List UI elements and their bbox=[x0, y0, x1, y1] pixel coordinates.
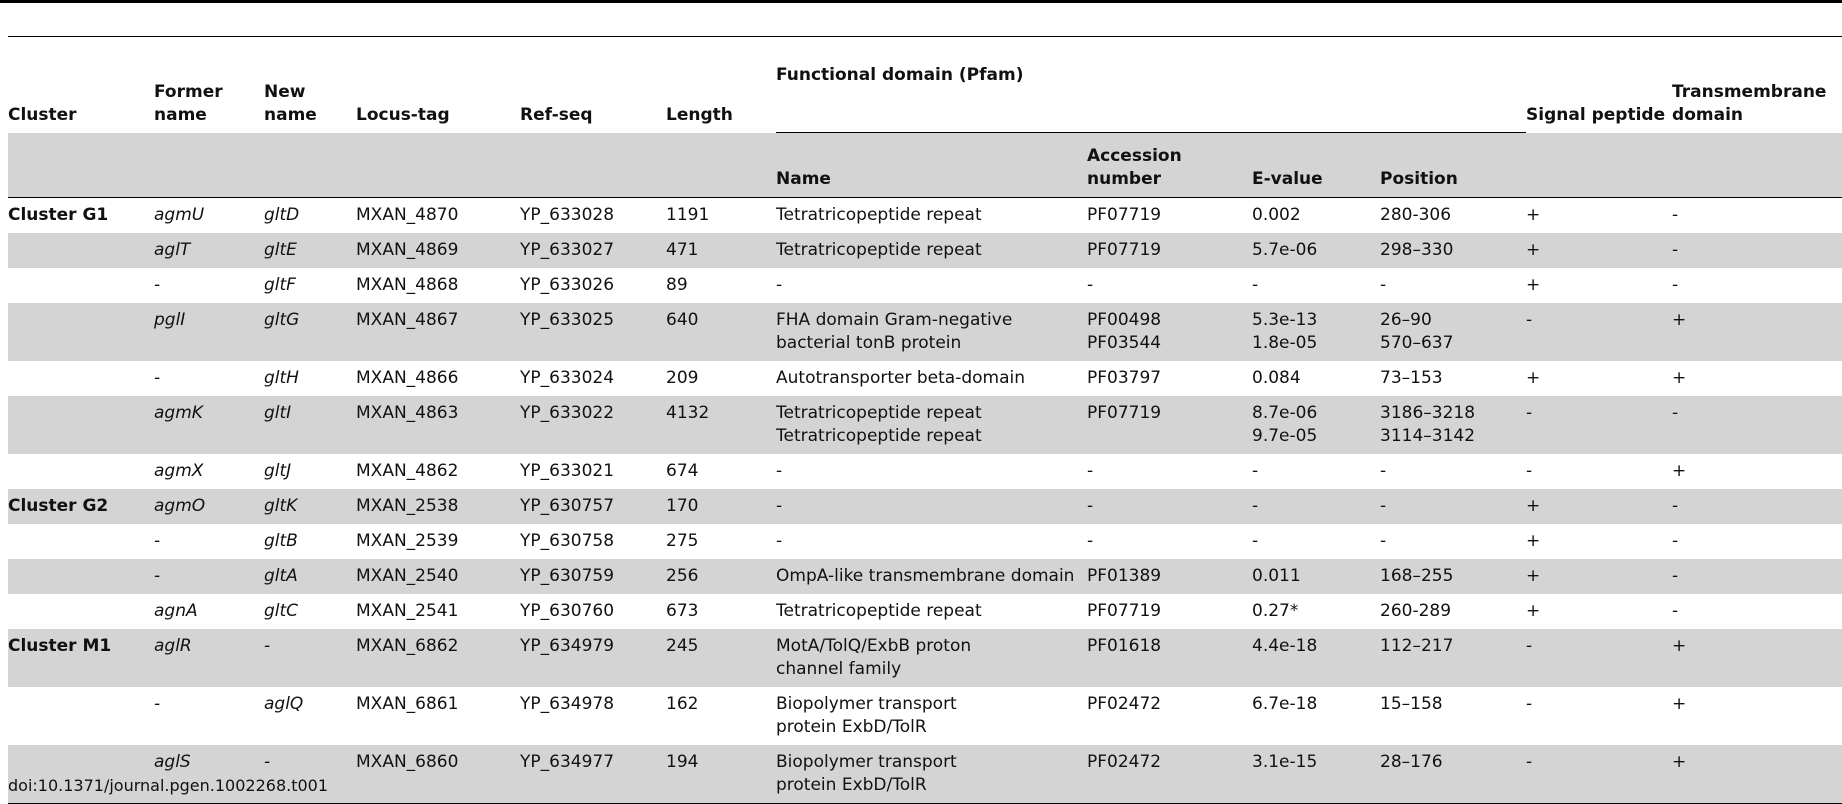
domain-name-cell bbox=[776, 745, 1087, 804]
position-cell-line: 26–90 bbox=[1380, 310, 1432, 330]
length-cell: 4132 bbox=[666, 396, 776, 454]
accession-cell bbox=[1087, 396, 1252, 454]
position-cell-line: - bbox=[1380, 496, 1387, 516]
locus-tag-cell: MXAN_4863 bbox=[356, 396, 520, 454]
domain-name-cell bbox=[776, 233, 1087, 268]
gene-table bbox=[8, 38, 1842, 804]
ref-seq-cell: YP_630760 bbox=[520, 601, 615, 621]
table-row bbox=[8, 268, 1842, 303]
e-value-cell-line: 4.4e-18 bbox=[1252, 636, 1318, 656]
e-value-cell-line: - bbox=[1252, 461, 1259, 481]
ref-seq-cell: YP_633026 bbox=[520, 275, 615, 295]
position-cell-line: 28–176 bbox=[1380, 752, 1443, 772]
table-row bbox=[8, 361, 1842, 396]
transmembrane-cell: + bbox=[1672, 745, 1842, 804]
position-cell bbox=[1380, 303, 1526, 361]
signal-peptide-cell: - bbox=[1526, 694, 1533, 714]
new-name-cell: gltE bbox=[264, 233, 356, 268]
transmembrane-cell: - bbox=[1672, 275, 1679, 295]
e-value-cell-line: 0.084 bbox=[1252, 368, 1301, 388]
signal-peptide-cell: + bbox=[1526, 275, 1541, 295]
e-value-cell bbox=[1252, 745, 1380, 804]
ref-seq-cell: YP_634978 bbox=[520, 694, 615, 714]
accession-cell-line: PF02472 bbox=[1087, 694, 1162, 714]
accession-cell bbox=[1087, 454, 1252, 489]
accession-cell-line: - bbox=[1087, 275, 1094, 295]
doi-caption: doi:10.1371/journal.pgen.1002268.t001 bbox=[8, 776, 329, 795]
locus-tag-cell: MXAN_4868 bbox=[356, 275, 459, 295]
table-body bbox=[8, 198, 1842, 804]
domain-name-cell-line: Tetratricopeptide repeat bbox=[776, 240, 982, 260]
e-value-cell bbox=[1252, 233, 1380, 268]
locus-tag-cell: MXAN_6860 bbox=[356, 745, 520, 804]
locus-tag-cell: MXAN_2538 bbox=[356, 489, 520, 524]
former-name-cell: agmK bbox=[154, 396, 264, 454]
position-cell-line: 260-289 bbox=[1380, 601, 1452, 621]
position-cell bbox=[1380, 361, 1526, 396]
new-name-cell: gltJ bbox=[264, 461, 292, 481]
table-row bbox=[8, 489, 1842, 524]
position-cell bbox=[1380, 629, 1526, 687]
cluster-cell bbox=[8, 594, 154, 629]
signal-peptide-cell: - bbox=[1526, 303, 1672, 361]
e-value-cell bbox=[1252, 396, 1380, 454]
accession-cell bbox=[1087, 629, 1252, 687]
header-blank bbox=[154, 133, 264, 198]
length-cell: 89 bbox=[666, 275, 688, 295]
position-cell bbox=[1380, 524, 1526, 559]
e-value-cell bbox=[1252, 198, 1380, 234]
e-value-cell bbox=[1252, 454, 1380, 489]
table-row bbox=[8, 687, 1842, 745]
former-name-cell: agmX bbox=[154, 461, 204, 481]
cluster-cell bbox=[8, 303, 154, 361]
ref-seq-cell: YP_634977 bbox=[520, 745, 666, 804]
e-value-cell bbox=[1252, 268, 1380, 303]
table-row bbox=[8, 198, 1842, 234]
accession-cell bbox=[1087, 559, 1252, 594]
ref-seq-cell: YP_633027 bbox=[520, 233, 666, 268]
domain-name-cell bbox=[776, 524, 1087, 559]
domain-name-cell-line: protein ExbD/TolR bbox=[776, 717, 927, 737]
position-cell-line: 298–330 bbox=[1380, 240, 1454, 260]
length-cell: 471 bbox=[666, 233, 776, 268]
domain-name-cell-line: channel family bbox=[776, 659, 902, 679]
ref-seq-cell: YP_633021 bbox=[520, 461, 615, 481]
ref-seq-cell: YP_633022 bbox=[520, 396, 666, 454]
new-name-cell: gltA bbox=[264, 559, 356, 594]
e-value-cell bbox=[1252, 629, 1380, 687]
cluster-cell bbox=[8, 268, 154, 303]
accession-cell-line: PF02472 bbox=[1087, 752, 1162, 772]
domain-name-cell-line: Autotransporter beta-domain bbox=[776, 368, 1026, 388]
length-cell: 256 bbox=[666, 559, 776, 594]
position-cell-line: 73–153 bbox=[1380, 368, 1443, 388]
accession-cell bbox=[1087, 489, 1252, 524]
cluster-cell bbox=[8, 396, 154, 454]
signal-peptide-cell: + bbox=[1526, 368, 1541, 388]
domain-name-cell bbox=[776, 361, 1087, 396]
e-value-cell-line: 5.3e-13 bbox=[1252, 310, 1318, 330]
transmembrane-cell: + bbox=[1672, 629, 1842, 687]
header-cluster: Cluster bbox=[8, 104, 77, 125]
e-value-cell-line: 3.1e-15 bbox=[1252, 752, 1318, 772]
header-former-name: Former name bbox=[154, 81, 223, 125]
top-rule bbox=[0, 0, 1842, 3]
table-row bbox=[8, 233, 1842, 268]
ref-seq-cell: YP_630758 bbox=[520, 531, 615, 551]
position-cell-line: - bbox=[1380, 275, 1387, 295]
former-name-cell: aglS bbox=[154, 745, 264, 804]
e-value-cell-line: 6.7e-18 bbox=[1252, 694, 1318, 714]
accession-cell-line: PF03544 bbox=[1087, 333, 1162, 353]
accession-cell-line: PF07719 bbox=[1087, 403, 1162, 423]
domain-name-cell-line: MotA/TolQ/ExbB proton bbox=[776, 636, 972, 656]
new-name-cell: aglQ bbox=[264, 694, 304, 714]
accession-cell bbox=[1087, 524, 1252, 559]
signal-peptide-cell: - bbox=[1526, 396, 1672, 454]
domain-name-cell bbox=[776, 559, 1087, 594]
signal-peptide-cell: + bbox=[1526, 601, 1541, 621]
locus-tag-cell: MXAN_4869 bbox=[356, 233, 520, 268]
accession-cell-line: PF00498 bbox=[1087, 310, 1162, 330]
former-name-cell: - bbox=[154, 694, 161, 714]
domain-name-cell bbox=[776, 198, 1087, 234]
domain-name-cell bbox=[776, 687, 1087, 745]
header-transmembrane-domain: Transmembrane domain bbox=[1672, 81, 1827, 125]
former-name-cell: - bbox=[154, 559, 264, 594]
cluster-cell bbox=[8, 687, 154, 745]
header-blank bbox=[666, 133, 776, 198]
e-value-cell-line: - bbox=[1252, 275, 1259, 295]
accession-cell bbox=[1087, 303, 1252, 361]
new-name-cell: gltH bbox=[264, 368, 299, 388]
header-blank bbox=[1672, 133, 1842, 198]
length-cell: 640 bbox=[666, 303, 776, 361]
domain-name-cell-line: Tetratricopeptide repeat bbox=[776, 205, 982, 225]
signal-peptide-cell: - bbox=[1526, 745, 1672, 804]
accession-cell bbox=[1087, 198, 1252, 234]
header-blank bbox=[264, 133, 356, 198]
domain-name-cell-line: bacterial tonB protein bbox=[776, 333, 962, 353]
locus-tag-cell: MXAN_4870 bbox=[356, 205, 459, 225]
ref-seq-cell: YP_634979 bbox=[520, 629, 666, 687]
position-cell bbox=[1380, 687, 1526, 745]
e-value-cell bbox=[1252, 524, 1380, 559]
position-cell bbox=[1380, 745, 1526, 804]
accession-cell-line: PF07719 bbox=[1087, 240, 1162, 260]
position-cell bbox=[1380, 233, 1526, 268]
position-cell-line: - bbox=[1380, 531, 1387, 551]
domain-name-cell-line: Tetratricopeptide repeat bbox=[776, 403, 982, 423]
cluster-cell bbox=[8, 233, 154, 268]
length-cell: 674 bbox=[666, 461, 699, 481]
locus-tag-cell: MXAN_2539 bbox=[356, 531, 459, 551]
accession-cell-line: PF07719 bbox=[1087, 205, 1162, 225]
signal-peptide-cell: + bbox=[1526, 531, 1541, 551]
e-value-cell bbox=[1252, 489, 1380, 524]
domain-name-cell-line: Biopolymer transport bbox=[776, 752, 957, 772]
accession-cell-line: PF07719 bbox=[1087, 601, 1162, 621]
e-value-cell bbox=[1252, 594, 1380, 629]
e-value-cell-line: 0.011 bbox=[1252, 566, 1301, 586]
table-row bbox=[8, 629, 1842, 687]
position-cell bbox=[1380, 268, 1526, 303]
domain-name-cell-line: FHA domain Gram-negative bbox=[776, 310, 1013, 330]
position-cell-line: 280-306 bbox=[1380, 205, 1452, 225]
header-blank bbox=[8, 133, 154, 198]
transmembrane-cell: + bbox=[1672, 368, 1687, 388]
former-name-cell: agmO bbox=[154, 489, 264, 524]
cluster-cell: Cluster G1 bbox=[8, 205, 109, 225]
cluster-cell bbox=[8, 559, 154, 594]
domain-name-cell bbox=[776, 268, 1087, 303]
domain-name-cell-line: - bbox=[776, 275, 783, 295]
accession-cell-line: - bbox=[1087, 461, 1094, 481]
accession-cell-line: PF03797 bbox=[1087, 368, 1162, 388]
former-name-cell: - bbox=[154, 368, 161, 388]
e-value-cell-line: 0.27* bbox=[1252, 601, 1299, 621]
domain-name-cell-line: Tetratricopeptide repeat bbox=[776, 426, 982, 446]
new-name-cell: - bbox=[264, 629, 356, 687]
e-value-cell bbox=[1252, 303, 1380, 361]
ref-seq-cell: YP_633024 bbox=[520, 368, 615, 388]
header-length: Length bbox=[666, 104, 733, 125]
length-cell: 194 bbox=[666, 745, 776, 804]
position-cell bbox=[1380, 396, 1526, 454]
locus-tag-cell: MXAN_4867 bbox=[356, 303, 520, 361]
position-cell-line: 3186–3218 bbox=[1380, 403, 1476, 423]
former-name-cell: agmU bbox=[154, 205, 205, 225]
position-cell-line: - bbox=[1380, 461, 1387, 481]
transmembrane-cell: - bbox=[1672, 601, 1679, 621]
header-position: Position bbox=[1380, 133, 1526, 198]
e-value-cell bbox=[1252, 559, 1380, 594]
length-cell: 245 bbox=[666, 629, 776, 687]
header-locus-tag: Locus-tag bbox=[356, 104, 450, 125]
locus-tag-cell: MXAN_4862 bbox=[356, 461, 459, 481]
header-signal-peptide: Signal peptide bbox=[1526, 104, 1666, 125]
accession-cell bbox=[1087, 594, 1252, 629]
header-e-value: E-value bbox=[1252, 133, 1380, 198]
e-value-cell bbox=[1252, 687, 1380, 745]
position-cell-line: 112–217 bbox=[1380, 636, 1454, 656]
domain-name-cell bbox=[776, 454, 1087, 489]
signal-peptide-cell: - bbox=[1526, 461, 1533, 481]
table-row bbox=[8, 559, 1842, 594]
header-row-1 bbox=[8, 38, 1842, 133]
domain-name-cell bbox=[776, 594, 1087, 629]
position-cell-line: 570–637 bbox=[1380, 333, 1454, 353]
former-name-cell: pglI bbox=[154, 303, 264, 361]
signal-peptide-cell: + bbox=[1526, 559, 1672, 594]
former-name-cell: aglT bbox=[154, 233, 264, 268]
transmembrane-cell: - bbox=[1672, 559, 1842, 594]
length-cell: 1191 bbox=[666, 205, 710, 225]
transmembrane-cell: + bbox=[1672, 694, 1687, 714]
header-blank bbox=[1526, 133, 1672, 198]
e-value-cell-line: 8.7e-06 bbox=[1252, 403, 1318, 423]
accession-cell bbox=[1087, 361, 1252, 396]
table-row bbox=[8, 303, 1842, 361]
locus-tag-cell: MXAN_6862 bbox=[356, 629, 520, 687]
position-cell-line: 3114–3142 bbox=[1380, 426, 1476, 446]
former-name-cell: aglR bbox=[154, 629, 264, 687]
accession-cell-line: PF01389 bbox=[1087, 566, 1162, 586]
position-cell bbox=[1380, 489, 1526, 524]
transmembrane-cell: - bbox=[1672, 531, 1679, 551]
domain-name-cell-line: protein ExbD/TolR bbox=[776, 775, 927, 795]
former-name-cell: - bbox=[154, 531, 161, 551]
locus-tag-cell: MXAN_6861 bbox=[356, 694, 459, 714]
length-cell: 275 bbox=[666, 531, 699, 551]
table-row bbox=[8, 524, 1842, 559]
domain-name-cell bbox=[776, 396, 1087, 454]
header-blank bbox=[520, 133, 666, 198]
former-name-cell: - bbox=[154, 275, 161, 295]
accession-cell bbox=[1087, 268, 1252, 303]
locus-tag-cell: MXAN_2540 bbox=[356, 559, 520, 594]
accession-cell-line: - bbox=[1087, 531, 1094, 551]
domain-name-cell-line: Tetratricopeptide repeat bbox=[776, 601, 982, 621]
position-cell-line: 168–255 bbox=[1380, 566, 1454, 586]
domain-name-cell-line: - bbox=[776, 496, 783, 516]
domain-name-cell-line: OmpA-like transmembrane domain bbox=[776, 566, 1075, 586]
locus-tag-cell: MXAN_4866 bbox=[356, 368, 459, 388]
ref-seq-cell: YP_630757 bbox=[520, 489, 666, 524]
new-name-cell: gltK bbox=[264, 489, 356, 524]
position-cell-line: 15–158 bbox=[1380, 694, 1443, 714]
length-cell: 162 bbox=[666, 694, 699, 714]
transmembrane-cell: - bbox=[1672, 489, 1842, 524]
domain-name-cell-line: - bbox=[776, 531, 783, 551]
cluster-cell bbox=[8, 361, 154, 396]
domain-name-cell bbox=[776, 629, 1087, 687]
signal-peptide-cell: + bbox=[1526, 489, 1672, 524]
new-name-cell: gltC bbox=[264, 601, 299, 621]
header-accession-number: Accession number bbox=[1087, 133, 1252, 198]
signal-peptide-cell: + bbox=[1526, 205, 1541, 225]
e-value-cell-line: 9.7e-05 bbox=[1252, 426, 1318, 446]
e-value-cell-line: 0.002 bbox=[1252, 205, 1301, 225]
accession-cell bbox=[1087, 233, 1252, 268]
new-name-cell: gltB bbox=[264, 531, 298, 551]
cluster-cell: Cluster M1 bbox=[8, 629, 154, 687]
length-cell: 673 bbox=[666, 601, 699, 621]
domain-name-cell-line: Biopolymer transport bbox=[776, 694, 957, 714]
domain-name-cell bbox=[776, 489, 1087, 524]
accession-cell bbox=[1087, 687, 1252, 745]
accession-cell-line: - bbox=[1087, 496, 1094, 516]
new-name-cell: gltD bbox=[264, 205, 300, 225]
domain-name-cell bbox=[776, 303, 1087, 361]
header-rule bbox=[8, 36, 1842, 37]
ref-seq-cell: YP_633028 bbox=[520, 205, 615, 225]
e-value-cell-line: - bbox=[1252, 496, 1259, 516]
header-blank bbox=[356, 133, 520, 198]
length-cell: 209 bbox=[666, 368, 699, 388]
accession-cell bbox=[1087, 745, 1252, 804]
signal-peptide-cell: + bbox=[1526, 233, 1672, 268]
header-row-2 bbox=[8, 133, 1842, 198]
former-name-cell: agnA bbox=[154, 601, 198, 621]
e-value-cell-line: 5.7e-06 bbox=[1252, 240, 1318, 260]
new-name-cell: gltG bbox=[264, 303, 356, 361]
signal-peptide-cell: - bbox=[1526, 629, 1672, 687]
domain-name-cell-line: - bbox=[776, 461, 783, 481]
transmembrane-cell: - bbox=[1672, 396, 1842, 454]
position-cell bbox=[1380, 454, 1526, 489]
transmembrane-cell: - bbox=[1672, 205, 1679, 225]
new-name-cell: - bbox=[264, 745, 356, 804]
new-name-cell: gltF bbox=[264, 275, 296, 295]
position-cell bbox=[1380, 594, 1526, 629]
locus-tag-cell: MXAN_2541 bbox=[356, 601, 459, 621]
transmembrane-cell: - bbox=[1672, 233, 1842, 268]
header-functional-domain: Functional domain (Pfam) bbox=[776, 38, 1526, 133]
transmembrane-cell: + bbox=[1672, 303, 1842, 361]
ref-seq-cell: YP_630759 bbox=[520, 559, 666, 594]
cluster-cell bbox=[8, 524, 154, 559]
table-row bbox=[8, 454, 1842, 489]
position-cell bbox=[1380, 559, 1526, 594]
ref-seq-cell: YP_633025 bbox=[520, 303, 666, 361]
length-cell: 170 bbox=[666, 489, 776, 524]
position-cell bbox=[1380, 198, 1526, 234]
e-value-cell-line: 1.8e-05 bbox=[1252, 333, 1318, 353]
cluster-cell: Cluster G2 bbox=[8, 489, 154, 524]
e-value-cell bbox=[1252, 361, 1380, 396]
e-value-cell-line: - bbox=[1252, 531, 1259, 551]
transmembrane-cell: + bbox=[1672, 461, 1687, 481]
header-ref-seq: Ref-seq bbox=[520, 104, 593, 125]
header-new-name: New name bbox=[264, 81, 317, 125]
table-row bbox=[8, 396, 1842, 454]
accession-cell-line: PF01618 bbox=[1087, 636, 1162, 656]
header-domain-name: Name bbox=[776, 133, 1087, 198]
table-row bbox=[8, 594, 1842, 629]
new-name-cell: gltI bbox=[264, 396, 356, 454]
cluster-cell bbox=[8, 454, 154, 489]
